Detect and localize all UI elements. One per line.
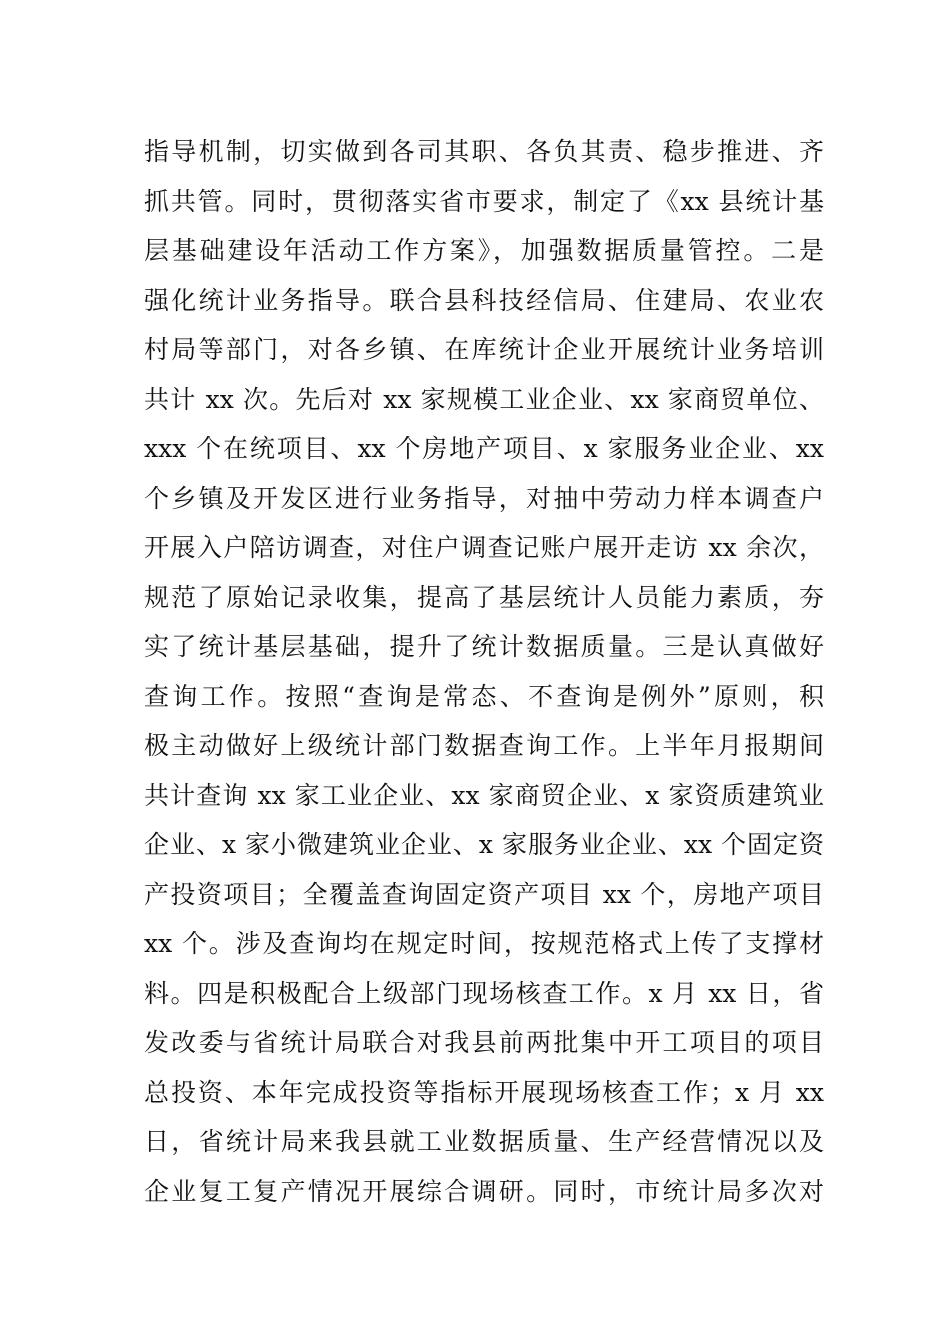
text-line: 查询工作。按照“查询是常态、不查询是例外”原则，积 (144, 681, 824, 711)
body-paragraph (144, 127, 824, 1216)
text-line: 规范了原始记录收集，提高了基层统计人员能力素质，夯 (144, 582, 824, 612)
text-line: 开展入户陪访调查，对住户调查记账户展开走访 xx 余次， (144, 533, 824, 562)
text-line: xx 个。涉及查询均在规定时间，按规范格式上传了支撑材 (144, 929, 824, 958)
text-line: 村局等部门，对各乡镇、在库统计企业开展统计业务培训 (144, 335, 824, 364)
text-line: 个乡镇及开发区进行业务指导，对抽中劳动力样本调查户 (144, 483, 824, 513)
text-line: xxx 个在统项目、xx 个房地产项目、x 家服务业企业、xx (144, 434, 824, 463)
text-line: 日，省统计局来我县就工业数据质量、生产经营情况以及 (144, 1127, 824, 1156)
text-line: 产投资项目；全覆盖查询固定资产项目 xx 个，房地产项目 (144, 879, 824, 909)
text-line: 企业、x 家小微建筑业企业、x 家服务业企业、xx 个固定资 (144, 830, 824, 859)
text-line: 料。四是积极配合上级部门现场核查工作。x 月 xx 日，省 (144, 978, 824, 1008)
text-line: 企业复工复产情况开展综合调研。同时，市统计局多次对 (144, 1176, 824, 1206)
text-line: 抓共管。同时，贯彻落实省市要求，制定了《xx 县统计基 (144, 186, 824, 216)
text-line: 强化统计业务指导。联合县科技经信局、住建局、农业农 (144, 285, 824, 315)
text-line: 极主动做好上级统计部门数据查询工作。上半年月报期间 (144, 731, 824, 760)
text-line: 发改委与省统计局联合对我县前两批集中开工项目的项目 (144, 1028, 824, 1057)
text-line: 指导机制，切实做到各司其职、各负其责、稳步推进、齐 (144, 137, 824, 166)
text-line: 实了统计基层基础，提升了统计数据质量。三是认真做好 (144, 632, 824, 661)
text-line: 共计查询 xx 家工业企业、xx 家商贸企业、x 家资质建筑业 (144, 780, 824, 810)
text-line: 层基础建设年活动工作方案》，加强数据质量管控。二是 (144, 236, 824, 265)
text-line: 总投资、本年完成投资等指标开展现场核查工作；x 月 xx (144, 1077, 824, 1107)
text-line: 共计 xx 次。先后对 xx 家规模工业企业、xx 家商贸单位、 (144, 384, 824, 414)
